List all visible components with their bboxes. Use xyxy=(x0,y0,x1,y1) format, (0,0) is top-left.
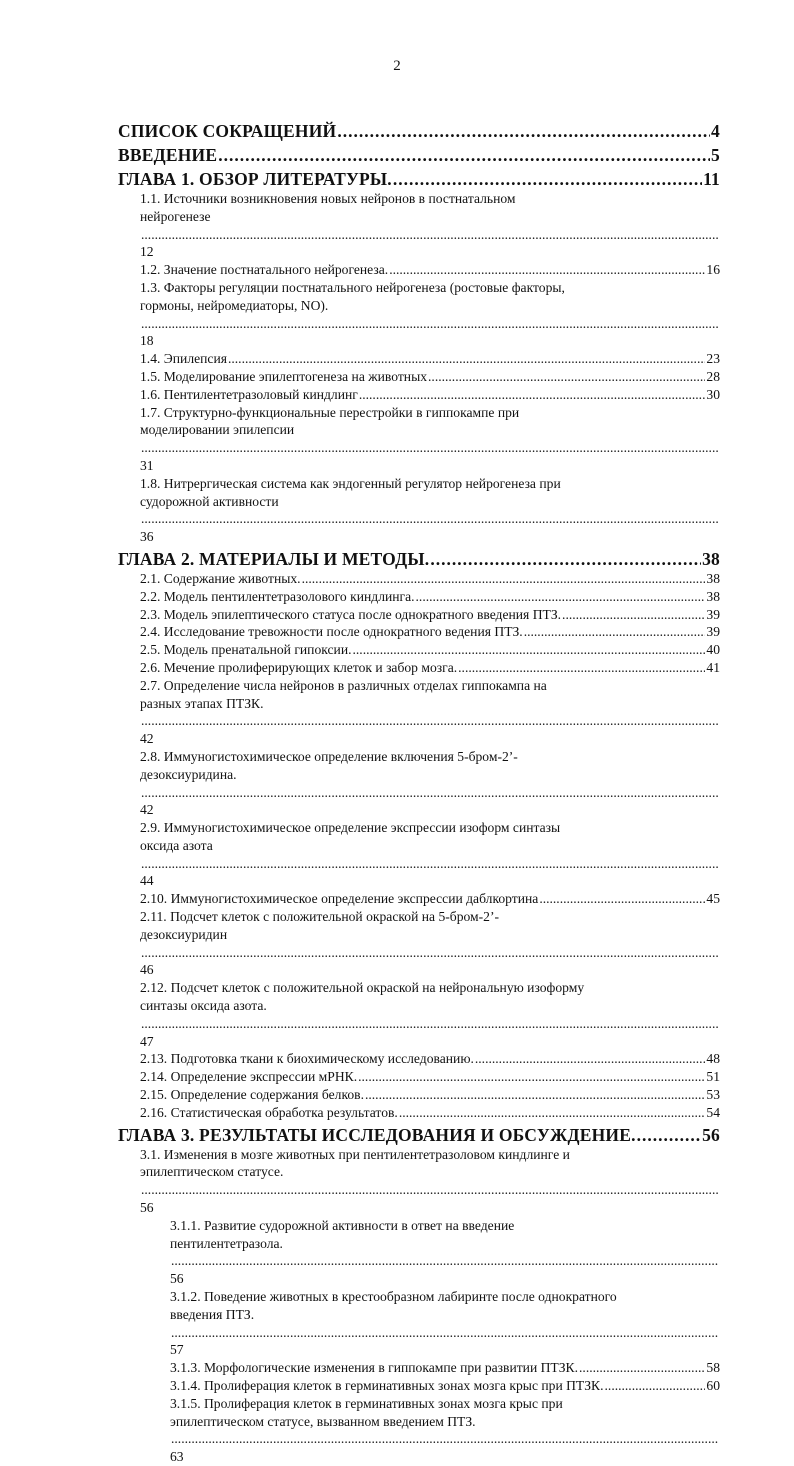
toc-entry-title: эпилептическом статусе, вызванном введением ПТЗ. xyxy=(170,1413,476,1429)
toc-entry[interactable] xyxy=(118,1395,720,1466)
dot-leader xyxy=(458,659,705,677)
toc-entry-title: ГЛАВА 1. ОБЗОР ЛИТЕРАТУРЫ. xyxy=(118,169,392,189)
toc-entry-title: синтазы оксида азота. xyxy=(140,998,267,1014)
toc-entry-title: 2.15. Определение содержания белков. xyxy=(140,1087,364,1103)
toc-entry-page: 38 xyxy=(702,548,720,569)
toc-entry[interactable] xyxy=(118,475,720,546)
toc-entry[interactable] xyxy=(118,404,720,475)
toc-entry[interactable] xyxy=(118,641,720,659)
toc-chapter-entry[interactable] xyxy=(118,144,720,166)
toc-entry[interactable] xyxy=(118,979,720,1050)
table-of-contents xyxy=(118,120,720,1466)
dot-leader xyxy=(416,588,706,606)
toc-chapter-entry[interactable] xyxy=(118,120,720,142)
dot-leader xyxy=(141,712,719,730)
toc-entry-page: 18 xyxy=(140,333,154,349)
dot-leader xyxy=(337,120,710,142)
dot-leader xyxy=(141,1181,719,1199)
toc-entry-page: 58 xyxy=(706,1360,720,1376)
toc-entry-page: 56 xyxy=(140,1200,154,1216)
toc-entry-page: 42 xyxy=(140,802,154,818)
dot-leader xyxy=(228,350,705,368)
toc-entry[interactable] xyxy=(118,190,720,261)
toc-entry-page: 57 xyxy=(170,1342,184,1358)
dot-leader xyxy=(475,1050,706,1068)
toc-entry-page: 36 xyxy=(140,529,154,545)
toc-entry-page: 54 xyxy=(706,1104,720,1120)
dot-leader xyxy=(141,944,719,962)
toc-entry-title: 2.1. Содержание животных. xyxy=(140,570,301,586)
toc-entry[interactable] xyxy=(118,677,720,748)
toc-entry-page: 60 xyxy=(706,1378,720,1393)
toc-entry-title: 1.4. Эпилепсия xyxy=(140,351,227,367)
toc-entry-page: 16 xyxy=(706,262,720,278)
toc-entry-page: 39 xyxy=(706,606,720,622)
toc-entry-page: 12 xyxy=(140,244,154,260)
dot-leader xyxy=(353,641,706,659)
dot-leader xyxy=(605,1377,706,1395)
toc-entry-title: 2.13. Подготовка ткани к биохимическому исследованию. xyxy=(140,1051,474,1067)
toc-entry-title-line: 1.3. Факторы регуляции постнатального нейрогенеза (ростовые факторы, xyxy=(140,279,565,295)
toc-entry-title: пентилентетразола. xyxy=(170,1235,283,1251)
toc-entry-page: 48 xyxy=(706,1051,720,1067)
toc-entry-title: 3.1.3. Морфологические изменения в гиппокампе при развитии ПТЗК. xyxy=(170,1360,579,1376)
toc-entry-title-line: 3.1.1. Развитие судорожной активности в ответ на введение xyxy=(170,1217,515,1233)
toc-entry[interactable] xyxy=(118,368,720,386)
toc-entry[interactable] xyxy=(118,659,720,677)
toc-entry-page: 4 xyxy=(711,121,720,141)
dot-leader xyxy=(579,1359,705,1377)
toc-entry-title: введения ПТЗ. xyxy=(170,1306,255,1322)
toc-entry-title: 2.3. Модель эпилептического статуса после однократного введения ПТЗ. xyxy=(140,606,562,622)
toc-entry-title: ГЛАВА 2. МАТЕРИАЛЫ И МЕТОДЫ. xyxy=(118,548,430,569)
toc-entry-title: 2.16. Статистическая обработка результатов. xyxy=(140,1104,398,1120)
dot-leader xyxy=(365,1086,705,1104)
toc-entry-title: дезоксиуридин xyxy=(140,926,228,942)
dot-leader xyxy=(430,548,701,570)
dot-leader xyxy=(141,439,719,457)
toc-entry-title-line: 2.11. Подсчет клеток с положительной окраской на 5-бром-2’- xyxy=(140,909,500,925)
dot-leader xyxy=(171,1252,719,1270)
toc-entry-title-line: 3.1.2. Поведение животных в крестообразном лабиринте после однократного xyxy=(170,1289,617,1305)
toc-entry-page: 51 xyxy=(706,1069,720,1085)
dot-leader xyxy=(141,510,719,528)
toc-entry[interactable] xyxy=(118,261,720,279)
dot-leader xyxy=(141,315,719,333)
toc-entry-page: 47 xyxy=(140,1033,154,1049)
toc-entry[interactable] xyxy=(118,1288,720,1359)
toc-entry-title: разных этапах ПТЗК. xyxy=(140,695,264,711)
toc-entry[interactable] xyxy=(118,1217,720,1288)
toc-entry-title: 2.4. Исследование тревожности после однократного ведения ПТЗ. xyxy=(140,624,523,640)
toc-entry-title: 2.6. Мечение пролиферирующих клеток и забор мозга. xyxy=(140,659,458,675)
toc-entry-page: 40 xyxy=(706,642,720,658)
dot-leader xyxy=(393,168,702,190)
toc-entry-page: 31 xyxy=(140,457,154,473)
toc-entry-title: 1.5. Моделирование эпилептогенеза на животных xyxy=(140,368,428,384)
toc-entry[interactable] xyxy=(118,1050,720,1068)
toc-entry-title: 2.14. Определение экспрессии мРНК. xyxy=(140,1069,358,1085)
toc-entry[interactable] xyxy=(118,1377,720,1395)
toc-entry-title: нейрогенезе xyxy=(140,208,211,224)
toc-entry-page: 42 xyxy=(140,731,154,747)
toc-entry-page: 39 xyxy=(706,624,720,640)
toc-entry[interactable] xyxy=(118,1086,720,1104)
toc-entry-title: судорожной активности xyxy=(140,493,279,509)
dot-leader xyxy=(637,1124,701,1146)
toc-entry-title: гормоны, нейромедиаторы, NO). xyxy=(140,297,329,313)
toc-entry[interactable] xyxy=(118,748,720,819)
toc-entry-page: 38 xyxy=(706,588,720,604)
toc-entry-title-line: 2.12. Подсчет клеток с положительной окраской на нейрональную изоформу xyxy=(140,980,585,996)
toc-chapter-entry[interactable] xyxy=(118,168,720,190)
toc-entry[interactable] xyxy=(118,606,720,624)
toc-entry-title: СПИСОК СОКРАЩЕНИЙ xyxy=(118,121,337,141)
dot-leader xyxy=(358,1068,705,1086)
toc-entry-page: 41 xyxy=(706,659,720,675)
toc-entry-page: 44 xyxy=(140,873,154,889)
toc-entry-title-line: 1.1. Источники возникновения новых нейронов в постнатальном xyxy=(140,191,516,206)
toc-chapter-entry[interactable] xyxy=(118,548,720,570)
dot-leader xyxy=(171,1430,719,1448)
toc-entry-page: 28 xyxy=(706,368,720,384)
dot-leader xyxy=(302,570,706,588)
toc-entry[interactable] xyxy=(118,1359,720,1377)
toc-entry-title: оксида азота xyxy=(140,837,213,853)
toc-entry-title: 1.6. Пентилентетразоловый киндлинг xyxy=(140,386,358,402)
toc-entry[interactable] xyxy=(118,908,720,979)
toc-entry-title-line: 2.9. Иммуногистохимическое определение экспрессии изоформ синтазы xyxy=(140,820,561,836)
toc-entry[interactable] xyxy=(118,1068,720,1086)
toc-entry-page: 63 xyxy=(170,1449,184,1465)
toc-entry-title-line: 3.1. Изменения в мозге животных при пентилентетразоловом киндлинге и xyxy=(140,1146,570,1162)
toc-entry[interactable] xyxy=(118,350,720,368)
toc-entry[interactable] xyxy=(118,588,720,606)
toc-entry-title: 1.2. Значение постнатального нейрогенеза. xyxy=(140,262,389,278)
toc-entry[interactable] xyxy=(118,279,720,350)
dot-leader xyxy=(141,1015,719,1033)
toc-entry-title: ВВЕДЕНИЕ xyxy=(118,145,218,165)
toc-entry-page: 38 xyxy=(706,570,720,586)
page-number: 2 xyxy=(393,58,401,74)
dot-leader xyxy=(539,890,705,908)
toc-entry-title: эпилептическом статусе. xyxy=(140,1164,284,1180)
toc-entry-title-line: 2.8. Иммуногистохимическое определение включения 5-бром-2’- xyxy=(140,748,518,764)
dot-leader xyxy=(389,261,705,279)
toc-entry-page: 56 xyxy=(170,1271,184,1287)
toc-entry-page: 56 xyxy=(702,1124,720,1145)
toc-entry-title: 2.2. Модель пентилентетразолового киндлинга. xyxy=(140,588,415,604)
dot-leader xyxy=(524,623,706,641)
toc-entry-title: 2.10. Иммуногистохимическое определение экспрессии даблкортина xyxy=(140,891,539,907)
dot-leader xyxy=(428,368,705,386)
toc-entry-title: ГЛАВА 3. РЕЗУЛЬТАТЫ ИССЛЕДОВАНИЯ И ОБСУЖДЕНИЕ. xyxy=(118,1124,636,1145)
toc-entry[interactable] xyxy=(118,570,720,588)
toc-entry[interactable] xyxy=(118,819,720,890)
dot-leader xyxy=(359,386,706,404)
toc-entry-page: 45 xyxy=(706,891,720,907)
dot-leader xyxy=(141,226,719,244)
dot-leader xyxy=(218,144,710,166)
toc-entry-page: 5 xyxy=(711,145,720,165)
toc-entry-title: дезоксиуридина. xyxy=(140,766,237,782)
toc-entry-title: 2.5. Модель пренатальной гипоксии. xyxy=(140,642,352,658)
dot-leader xyxy=(399,1104,706,1122)
toc-entry-page: 53 xyxy=(706,1087,720,1103)
toc-entry-title-line: 1.8. Нитрергическая система как эндогенный регулятор нейрогенеза при xyxy=(140,475,561,491)
toc-chapter-entry[interactable] xyxy=(118,1124,720,1146)
dot-leader xyxy=(141,784,719,802)
dot-leader xyxy=(171,1324,719,1342)
toc-entry-title-line: 2.7. Определение числа нейронов в различных отделах гиппокампа на xyxy=(140,677,547,693)
toc-entry[interactable] xyxy=(118,386,720,404)
toc-entry-page: 11 xyxy=(703,169,720,189)
dot-leader xyxy=(562,606,705,624)
toc-entry[interactable] xyxy=(118,623,720,641)
toc-entry-title: 3.1.4. Пролиферация клеток в герминативных зонах мозга крыс при ПТЗК. xyxy=(170,1378,604,1393)
toc-entry[interactable] xyxy=(118,1146,720,1217)
toc-entry-page: 30 xyxy=(706,386,720,402)
toc-entry[interactable] xyxy=(118,890,720,908)
toc-entry-title-line: 1.7. Структурно-функциональные перестройки в гиппокампе при xyxy=(140,404,520,420)
toc-entry-page: 23 xyxy=(706,351,720,367)
toc-entry-page: 46 xyxy=(140,962,154,978)
toc-entry-title: моделировании эпилепсии xyxy=(140,422,295,438)
toc-entry-title-line: 3.1.5. Пролиферация клеток в герминативных зонах мозга крыс при xyxy=(170,1395,563,1411)
dot-leader xyxy=(141,855,719,873)
toc-entry[interactable] xyxy=(118,1104,720,1122)
